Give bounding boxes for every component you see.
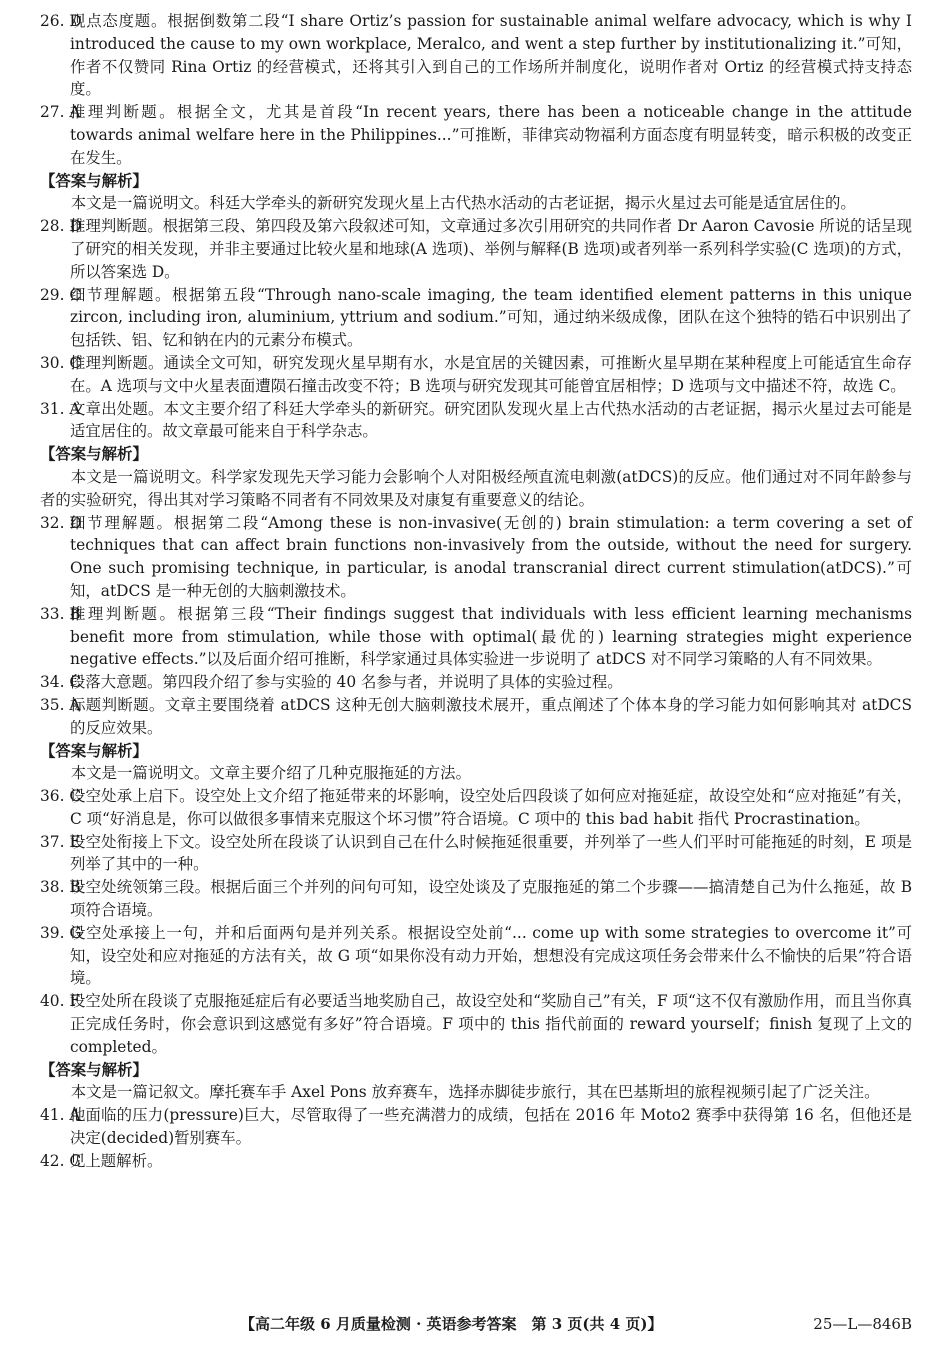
passage-summary: 本文是一篇说明文。科廷大学牵头的新研究发现火星上古代热水活动的古老证据，揭示火星过去可能是适宜居住的。 [70,194,856,213]
passage-summary: 本文是一篇说明文。科学家发现先天学习能力会影响个人对阳极经颅直流电刺激(atDCS)的反应。他们通过对不同年龄参与者的实验研究，得出其对学习策略不同者有不同效果及对康复有重要意义的结论。 [40,467,912,509]
answer-number: 40. F [40,992,81,1011]
answer-explanation: 推理判断题。根据第三段、第四段及第六段叙述可知，文章通过多次引用研究的共同作者 Dr Aaron Cavosie 所说的话呈现了研究的相关发现，并非主要通过比较火星和地球(A 选项)、举例与解释(B 选项)或者列举一系列科学实验(C 选项)的方式，所以答案选 D。 [70,217,912,281]
answer-number: 26. D [40,12,82,30]
answer-item [40,101,912,169]
answer-number: 36. C [40,787,82,806]
answer-item [40,352,912,398]
answer-explanation: 他面临的压力(pressure)巨大，尽管取得了一些充满潜力的成绩，包括在 2016 年 Moto2 赛季中获得第 16 名，但他还是决定(decided)暂别赛车。 [70,1106,912,1148]
answer-number: 34. C [40,673,82,692]
answer-item [40,10,912,101]
answer-explanation: 设空处承上启下。设空处上文介绍了拖延带来的坏影响，设空处后四段谈了如何应对拖延症，故设空处和“应对拖延”有关，C 项“好消息是，你可以做很多事情来克服这个坏习惯”符合语境。C 项中的 this bad habit 指代 Procrastination。 [70,787,912,828]
answer-number: 32. D [40,513,82,532]
answer-explanation: 推理判断题。通读全文可知，研究发现火星早期有水，水是宜居的关键因素，可推断火星早期在某种程度上可能适宜生命存在。A 选项与文中火星表面遭陨石撞击改变不符；B 选项与研究发现其可能曾宜居相悖；D 选项与文中描述不符，故选 C。 [70,353,912,395]
answer-explanation: 设空处承接上一句，并和后面两句是并列关系。根据设空处前“... come up with some strategies to overcome it”可知，设空处和应对拖延的方法有关，故 G 项“如果你没有动力开始，想想没有完成这项任务会带来什么不愉快的后果”符合语境。 [70,923,912,988]
answer-explanation: 推理判断题。根据第三段“Their findings suggest that individuals with less efficient learning mechanisms benefit more from stimulation, while those with optimal(最优的) learning strategies might experience negative effects.”以及后面介绍可推断，科学家通过具体实验进一步说明了 atDCS 对不同学习策略的人有不同效果。 [70,604,912,669]
answer-number: 35. A [40,695,81,714]
answer-explanation: 段落大意题。第四段介绍了参与实验的 40 名参与者，并说明了具体的实验过程。 [70,673,623,692]
answer-explanation: 文章出处题。本文主要介绍了科廷大学牵头的新研究。研究团队发现火星上古代热水活动的古老证据，揭示火星过去可能是适宜居住的。故文章最可能来自于科学杂志。 [70,399,912,441]
answer-item [40,284,912,352]
answer-explanation: 设空处统领第三段。根据后面三个并列的问句可知，设空处谈及了克服拖延的第二个步骤——搞清楚自己为什么拖延，故 B 项符合语境。 [70,878,912,920]
footer-title: 【高二年级 6 月质量检测 · 英语参考答案 第 3 页(共 4 页)】 [240,1315,663,1333]
answer-item [40,694,912,740]
answer-explanation: 设空处衔接上下文。设空处所在段谈了认识到自己在什么时候拖延很重要，并列举了一些人们平时可能拖延的时刻，E 项是列举了其中的一种。 [70,832,912,874]
passage-summary: 本文是一篇记叙文。摩托赛车手 Axel Pons 放弃赛车，选择赤脚徒步旅行，其在巴基斯坦的旅程视频引起了广泛关注。 [70,1083,880,1102]
answer-item [40,671,912,694]
answer-number: 30. C [40,353,82,372]
answer-number: 37. E [40,832,81,851]
answer-number: 42. C [40,1151,82,1170]
section-heading: 【答案与解析】 [40,1060,148,1079]
document-code: 25—L—846B [813,1315,912,1333]
answer-item [40,876,912,922]
answer-item [40,922,912,990]
answer-number: 27. A [40,103,81,122]
answer-explanation: 推理判断题。根据全文，尤其是首段“In recent years, there has been a noticeable change in the attitude towards animal welfare here in the Philippines...”可推断，菲律宾动物福利方面态度有明显转变，暗示积极的改变正在发生。 [70,103,912,167]
answer-item [40,603,912,671]
answer-number: 41. A [40,1106,81,1125]
answer-item [40,990,912,1058]
answer-number: 28. D [40,217,82,236]
answer-item [40,831,912,877]
answer-number: 39. G [40,923,82,942]
answer-item [40,398,912,444]
answer-page [40,10,912,1173]
answer-number: 33. B [40,604,81,623]
answer-item [40,785,912,831]
answer-item [40,1104,912,1150]
answer-item [40,512,912,603]
section-heading: 【答案与解析】 [40,445,148,464]
answer-item [40,215,912,283]
answer-explanation: 标题判断题。文章主要围绕着 atDCS 这种无创大脑刺激技术展开，重点阐述了个体本身的学习能力如何影响其对 atDCS 的反应效果。 [70,695,912,737]
answer-explanation: 细节理解题。根据第五段“Through nano-scale imaging, the team identified element patterns in this unique zircon, including iron, aluminium, yttrium and sodium.”可知，通过纳米级成像，团队在这个独特的锆石中识别出了包括铁、铝、钇和钠在内的元素分布模式。 [70,285,912,350]
answer-item [40,1150,912,1173]
passage-summary: 本文是一篇说明文。文章主要介绍了几种克服拖延的方法。 [70,764,471,783]
answer-number: 29. C [40,285,82,304]
answer-explanation: 设空处所在段谈了克服拖延症后有必要适当地奖励自己，故设空处和“奖励自己”有关，F 项“这不仅有激励作用，而且当你真正完成任务时，你会意识到这感觉有多好”符合语境。F 项中的 this 指代前面的 reward yourself；finish 复现了上文的 completed。 [70,992,912,1056]
answer-number: 31. A [40,399,81,418]
answer-explanation: 细节理解题。根据第二段“Among these is non-invasive(无创的) brain stimulation: a term covering a set of techniques that can affect brain functions non-invasively from the outside, without the need for surgery. One such promising technique, in particular, is anodal transcranial direct current stimulation(atDCS).”可知，atDCS 是一种无创的大脑刺激技术。 [70,513,912,600]
answer-explanation: 见上题解析。 [70,1151,163,1170]
section-heading: 【答案与解析】 [40,741,148,760]
section-heading: 【答案与解析】 [40,171,148,190]
answer-number: 38. B [40,878,81,897]
answer-explanation: 观点态度题。根据倒数第二段“I share Ortiz’s passion for sustainable animal welfare advocacy, which is why I introduced the cause to my own workplace, Meralco, and went a step further by institutionalizing it.”可知，作者不仅赞同 Rina Ortiz 的经营模式，还将其引入到自己的工作场所并制度化，说明作者对 Ortiz 的经营模式持支持态度。 [70,12,912,99]
